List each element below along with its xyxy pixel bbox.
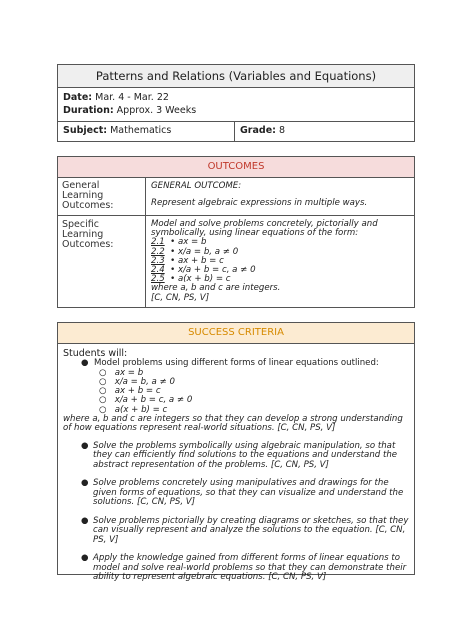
criteria-bullet: ● Solve problems pictorially by creating diagrams or sketches, so that they can visually represent and analyze the solutions to the equation. [C, CN, PS, V] [81,515,409,545]
bullet-icon: ● [81,478,89,489]
bullet-icon: ● [81,440,89,451]
circle-bullet-icon: ○ [99,395,115,406]
specific-item: 2.2 • x/a = b, a ≠ 0 [151,246,239,257]
specific-codes: [C, CN, PS, V] [151,292,210,303]
header-table [57,64,415,142]
outcomes-table [57,156,415,308]
duration-line: Duration: Approx. 3 Weeks [63,104,197,116]
students-will-label: Students will: [63,348,128,359]
specific-item: 2.4 • x/a + b = c, a ≠ 0 [151,265,256,276]
list-item: ○ ax = b [99,367,144,378]
specific-where: where a, b and c are integers. [151,283,281,294]
date-value: Mar. 4 - Mar. 22 [95,92,169,103]
model-bullet: ● Model problems using different forms of linear equations outlined: [81,358,379,368]
page-title: Patterns and Relations (Variables and Equations) [58,65,414,88]
specific-item: 2.1 • ax = b [151,237,207,248]
general-outcome-text: Represent algebraic expressions in multiple ways. [151,198,368,208]
outcomes-heading: OUTCOMES [58,157,414,178]
specific-item: 2.3 • ax + b = c [151,255,224,266]
list-item: ○ a(x + b) = c [99,404,168,415]
date-duration-cell [58,88,414,122]
date-line: Date: Mar. 4 - Mar. 22 [63,92,169,103]
criteria-bullet: ● Solve the problems symbolically using algebraic manipulation, so that they can efficiently find solutions to the equations and understand the abstract representation of the problems. [C, CN, PS, V] [81,440,398,470]
general-outcomes-label: General Learning Outcomes: [58,178,146,216]
criteria-bullet: ● Apply the knowledge gained from different forms of linear equations to model and solve real-world problems so that they can demonstrate their ability to represent algebraic equations. [C, CN, PS, V] [81,553,407,583]
list-item: ○ x/a = b, a ≠ 0 [99,376,175,387]
list-item: ○ x/a + b = c, a ≠ 0 [99,395,193,406]
subject-cell: Subject: Mathematics [58,122,235,141]
criteria-bullet: ● Solve problems concretely using manipulatives and drawings for the given forms of equations, so that they can visualize and understand the solutions. [C, CN, PS, V] [81,478,404,508]
circle-bullet-icon: ○ [99,386,115,397]
circle-bullet-icon: ○ [99,367,115,378]
circle-bullet-icon: ○ [99,404,115,415]
circle-bullet-icon: ○ [99,376,115,387]
where-text: where a, b and c are integers so that they can develop a strong understanding of how equations represent real-world situations. [C, CN, PS, V] [63,413,403,434]
grade-value: 8 [278,125,286,136]
forms-list [63,369,409,415]
general-outcome-cell [146,178,414,216]
bullet-icon: ● [81,553,89,564]
bullet-icon: ● [81,358,94,368]
subject-value: Mathematics [110,125,172,136]
bullet-icon: ● [81,515,89,526]
success-criteria-table [57,322,415,583]
success-criteria-body [58,344,414,583]
specific-item: 2.5 • a(x + b) = c [151,274,231,285]
general-outcome-heading: GENERAL OUTCOME: [151,181,242,191]
success-criteria-heading: SUCCESS CRITERIA [58,323,414,344]
duration-value: Approx. 3 Weeks [116,104,197,116]
specific-outcome-cell [146,216,414,307]
list-item: ○ ax + b = c [99,386,161,397]
specific-outcomes-label: Specific Learning Outcomes: [58,216,146,307]
grade-cell: Grade: 8 [240,125,286,136]
specific-intro: Model and solve problems concretely, pictorially and symbolically, using linear equations of the form: [151,219,378,239]
